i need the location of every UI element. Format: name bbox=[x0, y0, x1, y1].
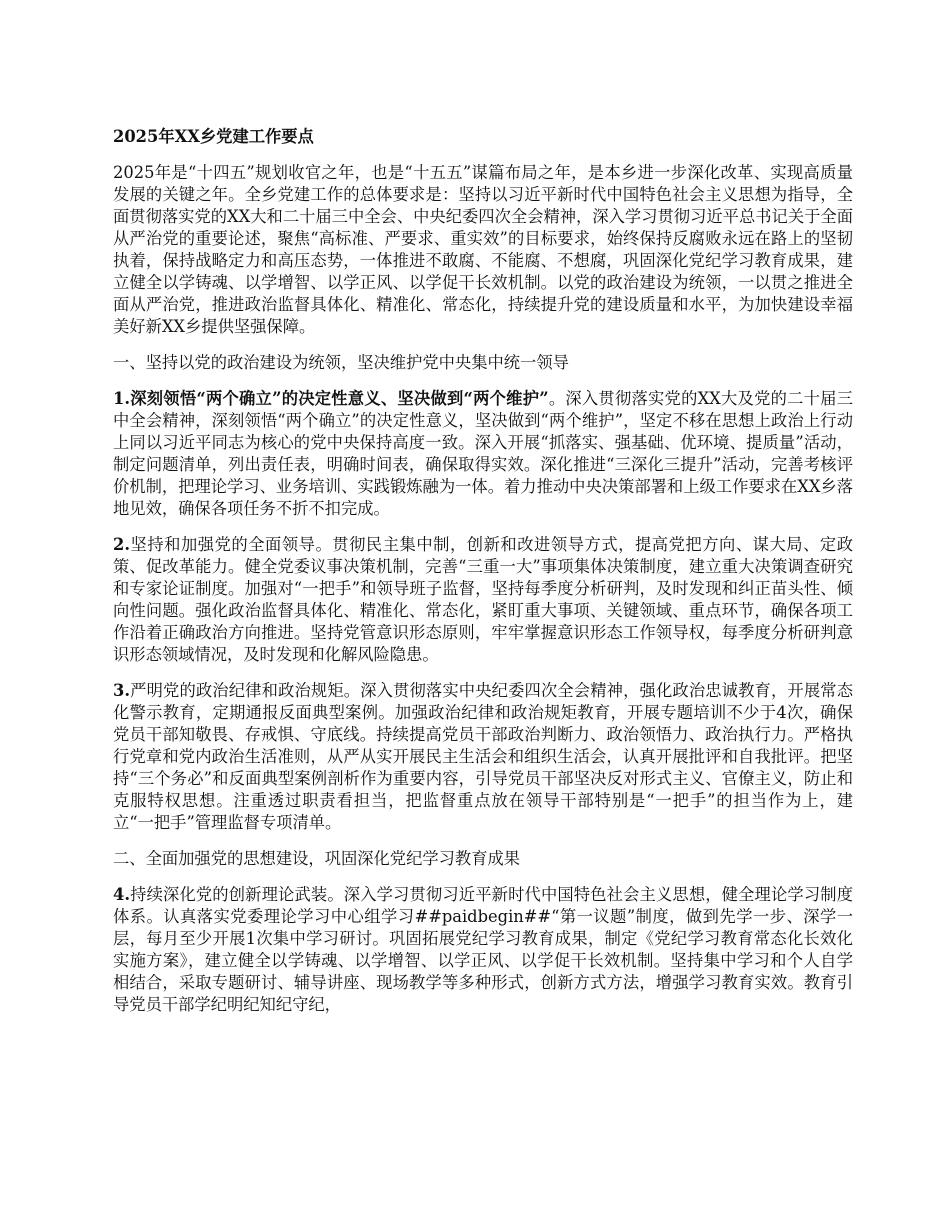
item-1-paragraph bbox=[113, 388, 853, 520]
item-1-lead: 1.深刻领悟“两个确立”的决定性意义、坚决做到“两个维护” bbox=[113, 389, 549, 408]
item-2-body: 坚持和加强党的全面领导。贯彻民主集中制，创新和改进领导方式，提高党把方向、谋大局、定政策、促改革能力。健全党委议事决策机制，完善“三重一大”事项集体决策制度，建立重大决策调查研究和专家论证制度。加强对“一把手”和领导班子监督，坚持每季度分析研判，及时发现和纠正苗头性、倾向性问题。强化政治监督具体化、精准化、常态化，紧盯重大事项、关键领域、重点环节，确保各项工作沿着正确政治方向推进。坚持党管意识形态原则，牢牢掌握意识形态工作领导权，每季度分析研判意识形态领域情况，及时发现和化解风险隐患。 bbox=[113, 535, 853, 664]
item-4-body: 持续深化党的创新理论武装。深入学习贯彻习近平新时代中国特色社会主义思想，健全理论学习制度体系。认真落实党委理论学习中心组学习##paidbegin##“第一议题”制度，做到先学一步、深学一层，每月至少开展1次集中学习研讨。巩固拓展党纪学习教育成果，制定《党纪学习教育常态化长效化实施方案》，建立健全以学铸魂、以学增智、以学正风、以学促干长效机制。坚持集中学习和个人自学相结合，采取专题研讨、辅导讲座、现场教学等多种形式，创新方式方法，增强学习教育实效。教育引导党员干部学纪明纪知纪守纪， bbox=[113, 885, 853, 1014]
item-1-body: 。深入贯彻落实党的XX大及党的二十届三中全会精神，深刻领悟“两个确立”的决定性意义，坚决做到“两个维护”，坚定不移在思想上政治上行动上同以习近平同志为核心的党中央保持高度一致。深入开展“抓落实、强基础、优环境、提质量”活动，制定问题清单，列出责任表，明确时间表，确保取得实效。深化推进“三深化三提升”活动，完善考核评价机制，把理论学习、业务培训、实践锻炼融为一体。着力推动中央决策部署和上级工作要求在XX乡落地见效，确保各项任务不折不扣完成。 bbox=[113, 389, 853, 518]
item-2-lead: 2. bbox=[113, 535, 130, 554]
document-page bbox=[113, 126, 853, 1030]
item-2-paragraph bbox=[113, 534, 853, 666]
section-heading-1: 一、坚持以党的政治建设为统领，坚决维护党中央集中统一领导 bbox=[113, 353, 569, 372]
section-heading-2: 二、全面加强党的思想建设，巩固深化党纪学习教育成果 bbox=[113, 849, 521, 868]
item-3-body: 严明党的政治纪律和政治规矩。深入贯彻落实中央纪委四次全会精神，强化政治忠诚教育，开展常态化警示教育，定期通报反面典型案例。加强政治纪律和政治规矩教育，开展专题培训不少于4次，确保党员干部知敬畏、存戒惧、守底线。持续提高党员干部政治判断力、政治领悟力、政治执行力。严格执行党章和党内政治生活准则，从严从实开展民主生活会和组织生活会，认真开展批评和自我批评。把坚持“三个务必”和反面典型案例剖析作为重要内容，引导党员干部坚决反对形式主义、官僚主义，防止和克服特权思想。注重透过职责看担当，把监督重点放在领导干部特别是“一把手”的担当作为上，建立“一把手”管理监督专项清单。 bbox=[113, 681, 853, 832]
item-4-lead: 4. bbox=[113, 885, 130, 904]
item-4-paragraph bbox=[113, 884, 853, 1016]
item-3-paragraph bbox=[113, 680, 853, 834]
intro-paragraph: 2025年是“十四五”规划收官之年，也是“十五五”谋篇布局之年，是本乡进一步深化改革、实现高质量发展的关键之年。全乡党建工作的总体要求是：坚持以习近平新时代中国特色社会主义思想为指导，全面贯彻落实党的XX大和二十届三中全会、中央纪委四次全会精神，深入学习贯彻习近平总书记关于全面从严治党的重要论述，聚焦“高标准、严要求、重实效”的目标要求，始终保持反腐败永远在路上的坚韧执着，保持战略定力和高压态势，一体推进不敢腐、不能腐、不想腐，巩固深化党纪学习教育成果，建立健全以学铸魂、以学增智、以学正风、以学促干长效机制。以党的政治建设为统领，一以贯之推进全面从严治党，推进政治监督具体化、精准化、常态化，持续提升党的建设质量和水平，为加快建设幸福美好新XX乡提供坚强保障。 bbox=[113, 163, 853, 336]
item-3-lead: 3. bbox=[113, 681, 130, 700]
document-title: 2025年XX乡党建工作要点 bbox=[113, 127, 314, 146]
